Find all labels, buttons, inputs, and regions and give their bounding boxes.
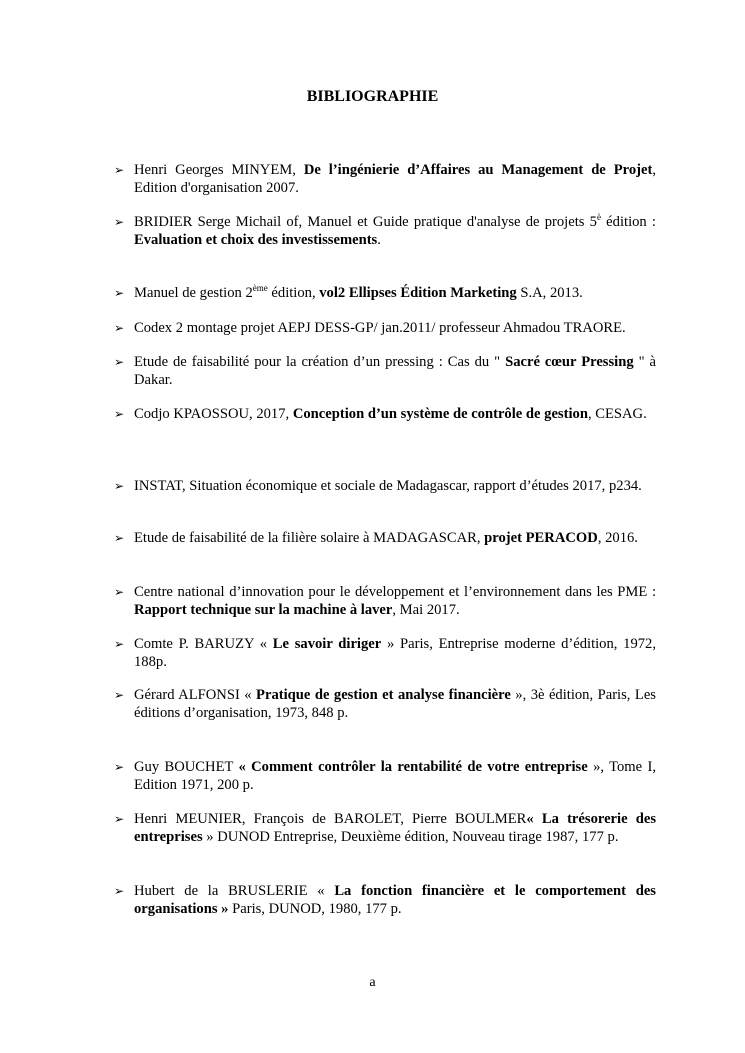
entry-text: , 2016. [597,530,638,546]
page-title: BIBLIOGRAPHIE [306,88,439,105]
entry-text: , CESAG. [587,406,647,422]
entry-text: Etude de faisabilité de la filière solaire à MADAGASCAR, [134,530,485,546]
bibliography-entry [114,882,656,918]
arrow-bullet-icon: ➢ [114,163,125,177]
entry-title: Conception d’un système de contrôle de gestion [292,406,588,422]
entry-text: INSTAT, Situation économique et sociale de Madagascar, rapport d’études 2017, p234. [134,478,642,494]
arrow-bullet-icon: ➢ [114,585,125,599]
entry-title: « Comment contrôler la rentabilité de votre entreprise [238,759,588,775]
bibliography-entry [114,810,656,846]
bibliography-entry [114,529,656,547]
entry-text: Hubert de la BRUSLERIE « [134,883,335,899]
entry-text: », Tome I, Edition 1971, 200 p. [134,759,656,793]
arrow-bullet-icon: ➢ [114,760,125,774]
entry-text: », 3è édition, Paris, Les éditions d’organisation, 1973, 848 p. [134,687,656,721]
bibliography-entry [114,583,656,619]
entry-title: Evaluation et choix des investissements [134,232,378,248]
entry-title: Rapport technique sur la machine à laver [134,602,393,618]
entry-title: Sacré cœur Pressing [505,354,634,370]
arrow-bullet-icon: ➢ [114,531,125,545]
entry-text: Codex 2 montage projet AEPJ DESS-GP/ jan.2011/ professeur Ahmadou TRAORE. [134,320,626,336]
entry-text: Etude de faisabilité pour la création d’un pressing : Cas du " [134,354,506,370]
entry-text: Guy BOUCHET [134,759,239,775]
entry-text: édition : [600,214,656,230]
arrow-bullet-icon: ➢ [114,407,125,421]
entry-text: " à Dakar. [134,354,657,388]
arrow-bullet-icon: ➢ [114,479,125,493]
entry-text: Gérard ALFONSI « [134,687,257,703]
entry-text: » Paris, Entreprise moderne d’édition, 1972, 188p. [134,636,656,670]
entry-text: Manuel de gestion 2 [134,285,253,301]
page-number: a [369,975,376,990]
entry-text: Henri Georges MINYEM, [134,162,304,178]
arrow-bullet-icon: ➢ [114,812,125,826]
bibliography-entry [114,635,656,671]
entry-title: Le savoir diriger [272,636,382,652]
entry-text: Codjo KPAOSSOU, 2017, [134,406,293,422]
entry-superscript: è [596,212,601,223]
bibliography-entry [114,686,656,722]
bibliography-entry [114,353,656,389]
entry-text: Comte P. BARUZY « [134,636,273,652]
entry-text: Paris, DUNOD, 1980, 177 p. [228,901,402,917]
entry-text: édition, [267,285,320,301]
bibliography-entry [114,477,656,495]
bibliography-entry [114,161,656,197]
entry-text: , Mai 2017. [392,602,460,618]
entry-text: S.A, 2013. [516,285,583,301]
bibliography-entry [114,284,656,302]
entry-title: La fonction financière et le comportement des organisations » [134,883,656,917]
arrow-bullet-icon: ➢ [114,355,125,369]
entry-text: BRIDIER Serge Michail of, Manuel et Guide pratique d'analyse de projets 5 [134,214,597,230]
arrow-bullet-icon: ➢ [114,637,125,651]
arrow-bullet-icon: ➢ [114,884,125,898]
arrow-bullet-icon: ➢ [114,215,125,229]
entry-title: De l’ingénierie d’Affaires au Management de Projet [303,162,653,178]
entry-title: Pratique de gestion et analyse financière [256,687,511,703]
arrow-bullet-icon: ➢ [114,688,125,702]
entry-title: vol2 Ellipses Édition Marketing [319,285,517,301]
bibliography-entry [114,758,656,794]
entry-text: Centre national d’innovation pour le développement et l’environnement dans les PME : [134,584,656,600]
entry-text: , Edition d'organisation 2007. [134,162,656,196]
bibliography-entry [114,213,656,249]
entry-superscript: ème [252,283,268,294]
arrow-bullet-icon: ➢ [114,321,125,335]
entry-title: « La trésorerie des entreprises [134,811,657,845]
entry-title: projet PERACOD [484,530,598,546]
entry-text: Henri MEUNIER, François de BAROLET, Pierre BOULMER [134,811,527,827]
bibliography-entry [114,319,656,337]
arrow-bullet-icon: ➢ [114,286,125,300]
entry-text: » DUNOD Entreprise, Deuxième édition, Nouveau tirage 1987, 177 p. [202,829,619,845]
bibliography-entry [114,405,656,423]
entry-text: . [377,232,381,248]
